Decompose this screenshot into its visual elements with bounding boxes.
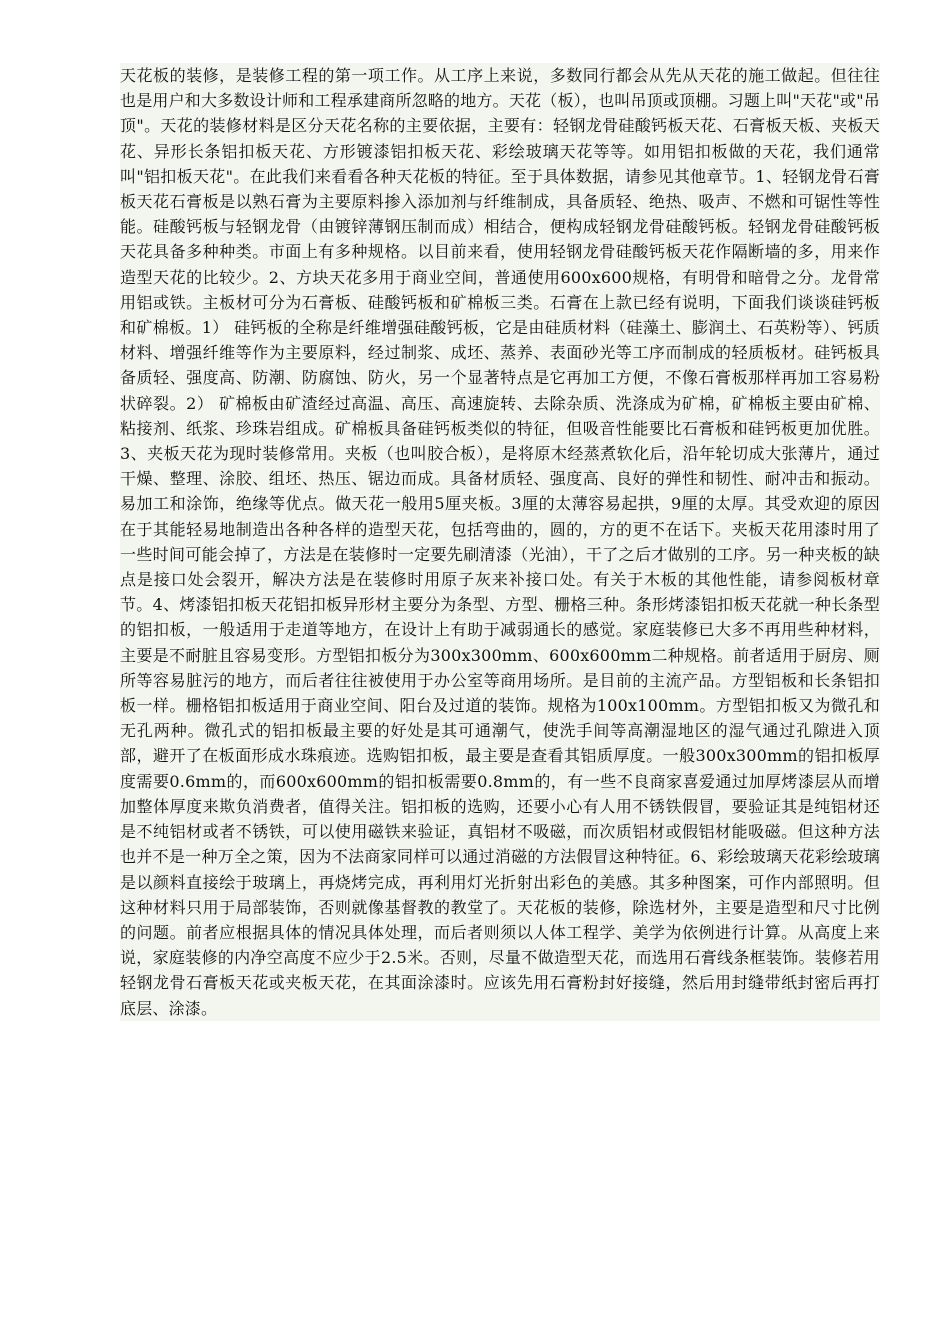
- article-paragraph: 天花板的装修，是装修工程的第一项工作。从工序上来说，多数同行都会从先从天花的施工做起。但往往也是用户和大多数设计师和工程承建商所忽略的地方。天花（板），也叫吊顶或顶棚。习题上叫"天花"或"吊顶"。天花的装修材料是区分天花名称的主要依据，主要有：轻钢龙骨硅酸钙板天花、石膏板天板、夹板天花、异形长条铝扣板天花、方形镀漆铝扣板天花、彩绘玻璃天花等等。如用铝扣板做的天花，我们通常叫"铝扣板天花"。在此我们来看看各种天花板的特征。至于具体数据，请参见其他章节。1、轻钢龙骨石膏板天花石膏板是以熟石膏为主要原料掺入添加剂与纤维制成，具备质轻、绝热、吸声、不燃和可锯性等性能。硅酸钙板与轻钢龙骨（由镀锌薄钢压制而成）相结合，便构成轻钢龙骨硅酸钙板。轻钢龙骨硅酸钙板天花具备多种种类。市面上有多种规格。以目前来看，使用轻钢龙骨硅酸钙板天花作隔断墙的多，用来作造型天花的比较少。2、方块天花多用于商业空间，普通使用600x600规格，有明骨和暗骨之分。龙骨常用铝或铁。主板材可分为石膏板、硅酸钙板和矿棉板三类。石膏在上款已经有说明，下面我们谈谈硅钙板和矿棉板。1） 硅钙板的全称是纤维增强硅酸钙板，它是由硅质材料（硅藻土、膨润土、石英粉等）、钙质材料、增强纤维等作为主要原料，经过制浆、成坯、蒸养、表面砂光等工序而制成的轻质板材。硅钙板具备质轻、强度高、防潮、防腐蚀、防火，另一个显著特点是它再加工方便，不像石膏板那样再加工容易粉状碎裂。2） 矿棉板由矿渣经过高温、高压、高速旋转、去除杂质、洗涤成为矿棉，矿棉板主要由矿棉、粘接剂、纸浆、珍珠岩组成。矿棉板具备硅钙板类似的特征，但吸音性能要比石膏板和硅钙板更加优胜。3、夹板天花为现时装修常用。夹板（也叫胶合板），是将原木经蒸煮软化后，沿年轮切成大张薄片，通过干燥、整理、涂胶、组坯、热压、锯边而成。具备材质轻、强度高、良好的弹性和韧性、耐冲击和振动。易加工和涂饰，绝缘等优点。做天花一般用5厘夹板。3厘的太薄容易起拱，9厘的太厚。其受欢迎的原因在于其能轻易地制造出各种各样的造型天花，包括弯曲的，圆的，方的更不在话下。夹板天花用漆时用了一些时间可能会掉了，方法是在装修时一定要先刷清漆（光油），干了之后才做别的工序。另一种夹板的缺点是接口处会裂开，解决方法是在装修时用原子灰来补接口处。有关于木板的其他性能，请参阅板材章节。4、烤漆铝扣板天花铝扣板异形材主要分为条型、方型、栅格三种。条形烤漆铝扣板天花就一种长条型的铝扣板，一般适用于走道等地方，在设计上有助于减弱通长的感觉。家庭装修已大多不再用些种材料，主要是不耐脏且容易变形。方型铝扣板分为300x300mm、600x600mm二种规格。前者适用于厨房、厕所等容易脏污的地方，而后者往往被使用于办公室等商用场所。是目前的主流产品。方型铝板和长条铝扣板一样。栅格铝扣板适用于商业空间、阳台及过道的装饰。规格为100x100mm。方型铝扣板又为微孔和无孔两种。微孔式的铝扣板最主要的好处是其可通潮气，使洗手间等高潮湿地区的湿气通过孔隙进入顶部，避开了在板面形成水珠痕迹。选购铝扣板，最主要是查看其铝质厚度。一般300x300mm的铝扣板厚度需要0.6mm的，而600x600mm的铝扣板需要0.8mm的，有一些不良商家喜爱通过加厚烤漆层从而增加整体厚度来欺负消费者，值得关注。铝扣板的选购，还要小心有人用不锈铁假冒，要验证其是纯铝材还是不纯铝材或者不锈铁，可以使用磁铁来验证，真铝材不吸磁，而次质铝材或假铝材能吸磁。但这种方法也并不是一种万全之策，因为不法商家同样可以通过消磁的方法假冒这种特征。6、彩绘玻璃天花彩绘玻璃是以颜料直接绘于玻璃上，再烧烤完成，再利用灯光折射出彩色的美感。其多种图案，可作内部照明。但这种材料只用于局部装饰，否则就像基督教的教堂了。天花板的装修，除选材外，主要是造型和尺寸比例的问题。前者应根据具体的情况具体处理，而后者则须以人体工程学、美学为依例进行计算。从高度上来说，家庭装修的内净空高度不应少于2.5米。否则，尽量不做造型天花，而选用石膏线条框装饰。装修若用轻钢龙骨石膏板天花或夹板天花，在其面涂漆时。应该先用石膏粉封好接缝，然后用封缝带纸封密后再打底层、涂漆。: [120, 63, 880, 1021]
